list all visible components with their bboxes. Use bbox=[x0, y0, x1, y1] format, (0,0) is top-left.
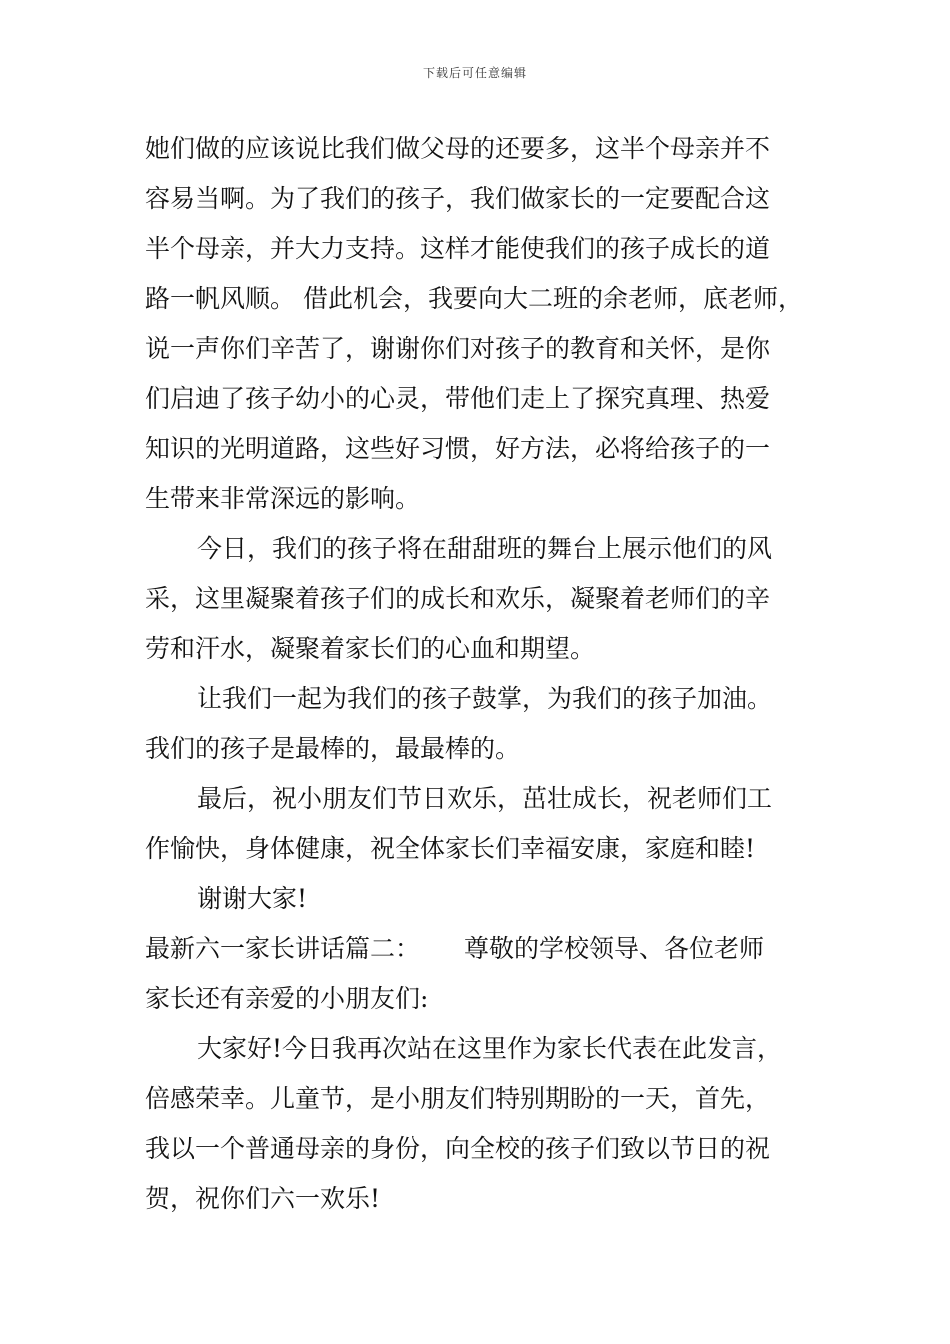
document-body bbox=[145, 124, 825, 1224]
text-line: 路一帆风顺。 借此机会，我要向大二班的余老师，底老师， bbox=[145, 284, 803, 313]
text-line: 生带来非常深远的影响。 bbox=[145, 484, 421, 513]
text-line: 们启迪了孩子幼小的心灵，带他们走上了探究真理、热爱 bbox=[145, 384, 771, 413]
section-heading-line bbox=[145, 924, 825, 974]
page-header: 下载后可任意编辑 bbox=[422, 66, 527, 80]
salutation: 尊敬的学校领导、各位老师 bbox=[464, 934, 765, 963]
text-line: 我们的孩子是最棒的，最最棒的。 bbox=[145, 734, 521, 763]
text-line: 贺，祝你们六一欢乐! bbox=[145, 1184, 381, 1213]
text-line: 谢谢大家! bbox=[197, 884, 308, 913]
text-line: 作愉快，身体健康，祝全体家长们幸福安康，家庭和睦! bbox=[145, 834, 756, 863]
text-line: 大家好!今日我再次站在这里作为家长代表在此发言， bbox=[197, 1034, 783, 1063]
text-line: 采，这里凝聚着孩子们的成长和欢乐，凝聚着老师们的辛 bbox=[145, 584, 771, 613]
text-line: 倍感荣幸。儿童节，是小朋友们特别期盼的一天，首先， bbox=[145, 1084, 771, 1113]
text-line: 家长还有亲爱的小朋友们: bbox=[145, 984, 429, 1013]
text-line: 最后，祝小朋友们节日欢乐，茁壮成长，祝老师们工 bbox=[197, 784, 773, 813]
text-line: 知识的光明道路，这些好习惯，好方法，必将给孩子的一 bbox=[145, 434, 771, 463]
section-heading: 最新六一家长讲话篇二： bbox=[145, 934, 421, 963]
text-line: 容易当啊。为了我们的孩子，我们做家长的一定要配合这 bbox=[145, 184, 771, 213]
text-line: 劳和汗水，凝聚着家长们的心血和期望。 bbox=[145, 634, 596, 663]
text-line: 说一声你们辛苦了，谢谢你们对孩子的教育和关怀，是你 bbox=[145, 334, 771, 363]
text-line: 我以一个普通母亲的身份，向全校的孩子们致以节日的祝 bbox=[145, 1134, 771, 1163]
text-line: 今日，我们的孩子将在甜甜班的舞台上展示他们的风 bbox=[197, 534, 773, 563]
text-line: 半个母亲，并大力支持。这样才能使我们的孩子成长的道 bbox=[145, 234, 771, 263]
text-line: 让我们一起为我们的孩子鼓掌，为我们的孩子加油。 bbox=[197, 684, 773, 713]
text-line: 她们做的应该说比我们做父母的还要多，这半个母亲并不 bbox=[145, 134, 771, 163]
